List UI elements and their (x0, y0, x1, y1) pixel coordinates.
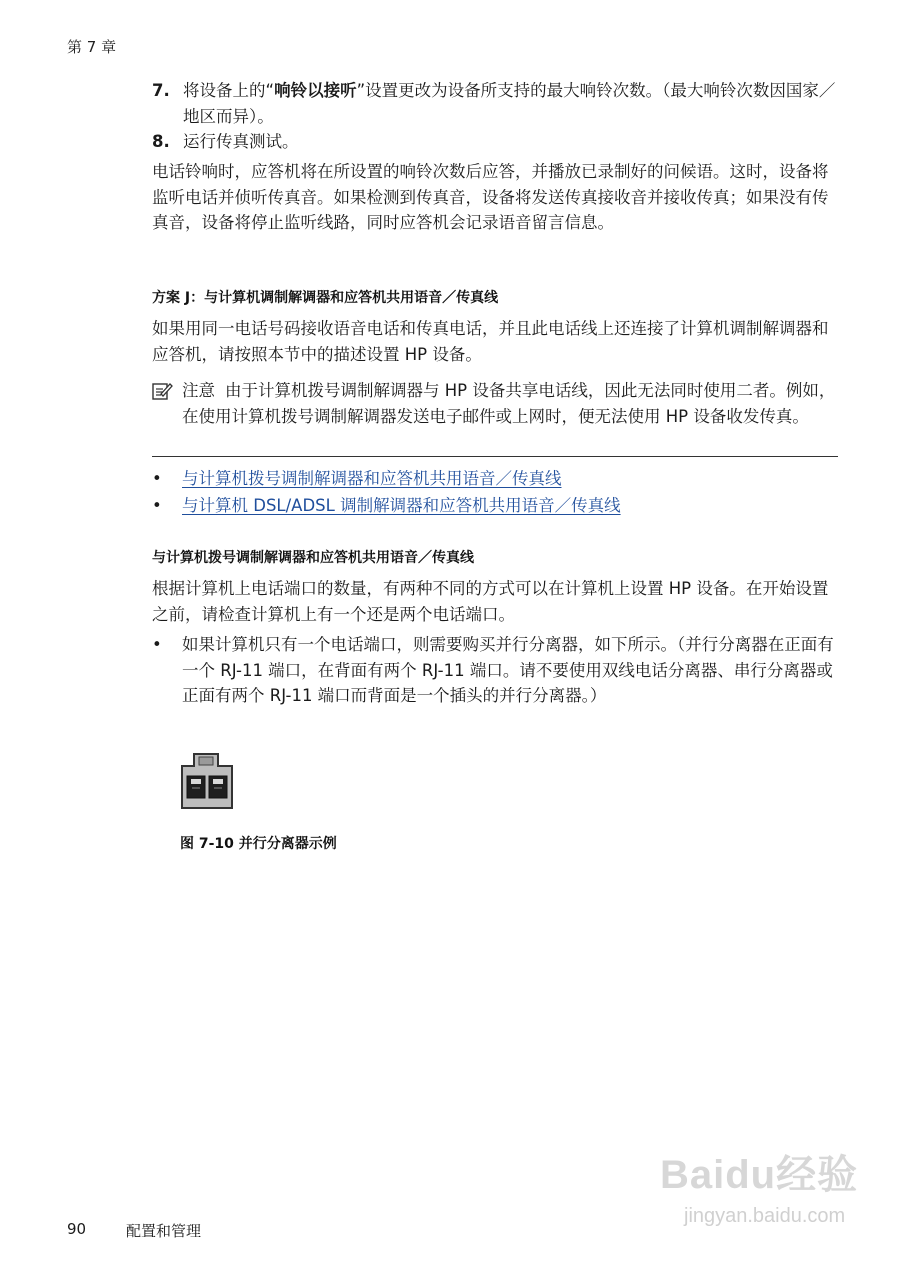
watermark-logo: Baidu经验 (660, 1153, 859, 1197)
link-dialup-modem[interactable]: 与计算机拨号调制解调器和应答机共用语音／传真线 (182, 469, 562, 488)
step-7 (152, 78, 842, 130)
step-text: 运行传真测试。 (183, 132, 299, 151)
chapter-header: 第 7 章 (67, 38, 117, 56)
step-text: 将设备上的“响铃以接听”设置更改为设备所支持的最大响铃次数。（最大响铃次数因国家／地区而异）。 (183, 81, 836, 126)
note-pencil-icon (152, 381, 174, 401)
subsection-heading: 与计算机拨号调制解调器和应答机共用语音／传真线 (152, 550, 474, 566)
page-number: 90 (67, 1220, 87, 1238)
section-intro: 如果用同一电话号码接收语音电话和传真电话，并且此电话线上还连接了计算机调制解调器和应答机，请按照本节中的描述设置 HP 设备。 (152, 319, 829, 364)
list-item (152, 632, 842, 709)
subsection-intro: 根据计算机上电话端口的数量，有两种不同的方式可以在计算机上设置 HP 设备。在开始设置之前，请检查计算机上有一个还是两个电话端口。 (152, 579, 829, 624)
step-number: 8. (152, 132, 170, 151)
link-item (152, 466, 842, 492)
bullet-icon: • (152, 635, 162, 654)
note-divider (152, 456, 838, 457)
step-number: 7. (152, 81, 170, 100)
note-text: 由于计算机拨号调制解调器与 HP 设备共享电话线，因此无法同时使用二者。例如，在使用计算机拨号调制解调器发送电子邮件或上网时，便无法使用 HP 设备收发传真。 (182, 381, 836, 426)
note-box (152, 378, 842, 429)
parallel-splitter-icon (180, 752, 234, 810)
answering-machine-paragraph: 电话铃响时，应答机将在所设置的响铃次数后应答，并播放已录制好的问候语。这时，设备将监听电话并侦听传真音。如果检测到传真音，设备将发送传真接收音并接收传真；如果没有传真音，设备将停止监听线路，同时应答机会记录语音留言信息。 (152, 162, 829, 232)
note-body (182, 378, 842, 429)
setting-name: 响铃以接听 (274, 81, 357, 100)
section-heading: 方案 J：与计算机调制解调器和应答机共用语音／传真线 (152, 290, 499, 306)
splitter-instruction: 如果计算机只有一个电话端口，则需要购买并行分离器，如下所示。（并行分离器在正面有一个 RJ-11 端口，在背面有两个 RJ-11 端口。请不要使用双线电话分离器、串行分离器或正面有两个 RJ-11 端口而背面是一个插头的并行分离器。） (182, 635, 834, 705)
note-label: 注意 (182, 381, 215, 400)
bullet-icon: • (152, 496, 162, 515)
bullet-icon: • (152, 469, 162, 488)
footer-title: 配置和管理 (126, 1222, 202, 1240)
link-item (152, 493, 842, 519)
figure-caption: 图 7-10 并行分离器示例 (180, 836, 337, 852)
step-8 (152, 129, 842, 155)
link-dsl-modem[interactable]: 与计算机 DSL/ADSL 调制解调器和应答机共用语音／传真线 (182, 496, 621, 515)
watermark-url: jingyan.baidu.com (684, 1205, 846, 1227)
watermark (660, 1143, 870, 1243)
